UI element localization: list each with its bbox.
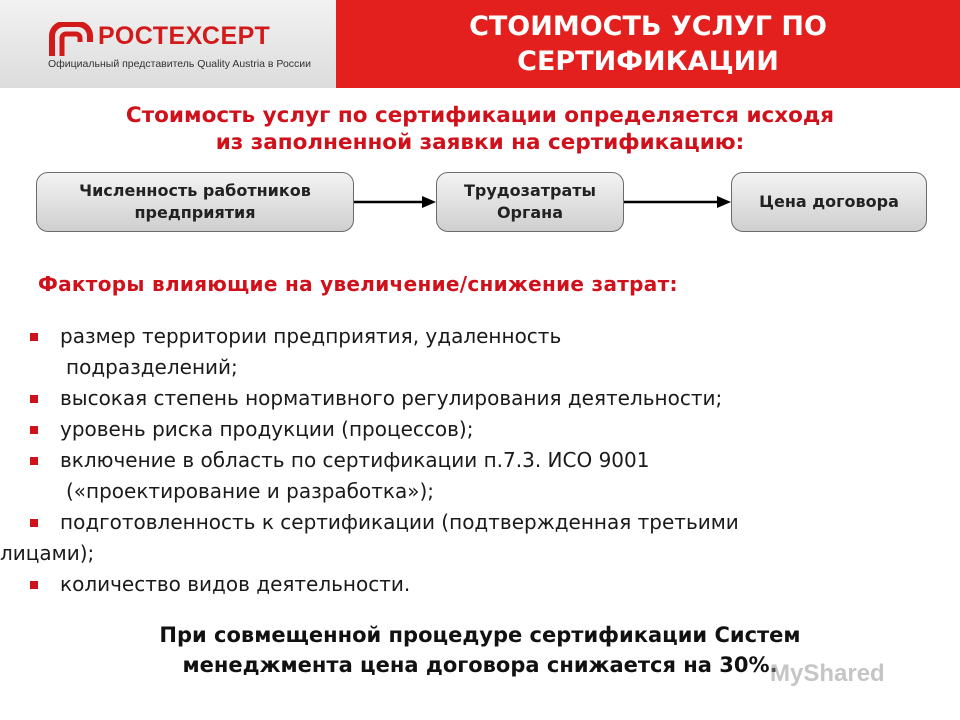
title-banner xyxy=(336,0,960,88)
factors-heading: Факторы влияющие на увеличение/снижение затрат: xyxy=(38,272,678,296)
list-item: высокая степень нормативного регулирования деятельности; xyxy=(0,383,950,414)
page-title-line2: СЕРТИФИКАЦИИ xyxy=(517,46,779,77)
flow-step-employees-line1: Численность работников xyxy=(79,181,311,200)
flow-step-employees xyxy=(36,172,354,232)
flow-arrow-2-icon xyxy=(624,195,731,209)
bullet-icon xyxy=(30,426,38,434)
flow-step-labor-line1: Трудозатраты xyxy=(463,181,597,200)
subtitle-line2: из заполненной заявки на сертификацию: xyxy=(215,130,745,155)
flow-step-labor xyxy=(436,172,624,232)
footer-line1: При совмещенной процедуре сертификации Систем xyxy=(159,623,801,647)
bullet-icon xyxy=(30,519,38,527)
bullet-icon xyxy=(30,333,38,341)
list-item: включение в область по сертификации п.7.3. ИСО 9001 («проектирование и разработка»); xyxy=(0,445,950,507)
subtitle-line1: Стоимость услуг по сертификации определяется исходя xyxy=(125,103,835,128)
flow-step-price xyxy=(731,172,927,232)
footer-line2: менеджмента цена договора снижается на 30%. xyxy=(182,653,778,677)
logo-tagline: Официальный представитель Quality Austria в России xyxy=(48,58,312,70)
list-item: размер территории предприятия, удаленность подразделений; xyxy=(0,321,950,383)
logo-name: РОСТЕХСЕРТ xyxy=(98,22,271,50)
flow-step-employees-line2: предприятия xyxy=(134,203,256,222)
bullet-icon xyxy=(30,581,38,589)
logo-icon xyxy=(48,22,94,58)
bullet-icon xyxy=(30,457,38,465)
list-item: подготовленность к сертификации (подтвержденная третьими лицами); xyxy=(0,510,739,565)
list-item: количество видов деятельности. xyxy=(0,569,950,600)
watermark: MyShared xyxy=(770,660,885,687)
bullet-icon xyxy=(30,395,38,403)
page-title-line1: СТОИМОСТЬ УСЛУГ ПО xyxy=(469,11,827,42)
subtitle xyxy=(0,102,960,156)
page-title xyxy=(388,9,908,79)
flow-step-price-label: Цена договора xyxy=(759,192,899,211)
flow-arrow-1-icon xyxy=(354,195,436,209)
flow-step-labor-line2: Органа xyxy=(496,203,564,222)
list-item: уровень риска продукции (процессов); xyxy=(0,414,950,445)
factors-list xyxy=(0,321,950,600)
logo-area xyxy=(0,0,336,88)
